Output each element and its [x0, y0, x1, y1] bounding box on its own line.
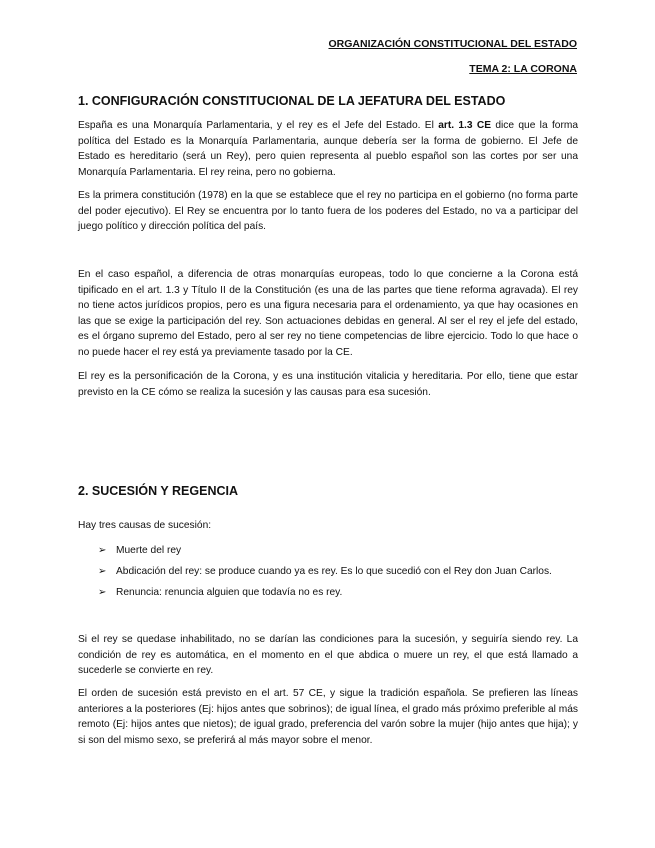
paragraph-text: dice que la forma política del Estado es la Monarquía Parlamentaria, aunque debería ser la forma de gobierno. El Jefe de Estado es hereditario (será un Rey), pero quien representa al pueblo español son las cortes por ser una Monarquía Parlamentaria. El rey reina, pero no gobierna.: [78, 120, 578, 178]
succession-intro: Hay tres causas de sucesión:: [78, 520, 212, 531]
section1-paragraph-3: En el caso español, a diferencia de otras monarquías europeas, todo lo que concierne a la Corona está tipificado en el art. 1.3 y Título II de la Constitución (es una de las partes que tiene reforma agravada). El rey no tiene actos jurídicos propios, pero es una figura necesaria para el ordenamiento, ya que hay ocasiones en las que se exige la participación del rey. Son actuaciones debidas en general. Al ser el rey el jefe del estado, es el órgano supremo del Estado, pero al ser rey no tiene competencias de libre ejercicio. Todo lo que hace o no puede hacer el rey está ya previamente tasado por la CE.: [78, 269, 578, 358]
section1-paragraph-4: El rey es la personificación de la Corona, y es una institución vitalicia y hereditaria. Por ello, tiene que estar previsto en la CE cómo se realiza la sucesión y las causas para esa sucesión.: [78, 371, 578, 398]
list-item-text: Abdicación del rey: se produce cuando ya es rey. Es lo que sucedió con el Rey don Juan Carlos.: [116, 566, 552, 577]
section2-heading: 2. SUCESIÓN Y REGENCIA: [78, 484, 238, 498]
header-subject: ORGANIZACIÓN CONSTITUCIONAL DEL ESTADO: [328, 38, 577, 50]
list-item-text: Renuncia: renuncia alguien que todavía no es rey.: [116, 587, 343, 598]
section1-heading: 1. CONFIGURACIÓN CONSTITUCIONAL DE LA JEFATURA DEL ESTADO: [78, 94, 506, 108]
section2-paragraph-2: El orden de sucesión está previsto en el art. 57 CE, y sigue la tradición española. Se prefieren las líneas anteriores a la posteriores (Ej: hijos antes que sobrinos); de igual línea, el grado más próximo preferible al más remoto (Ej: hijos antes que nietos); de igual grado, preferencia del varón sobre la mujer (hijo antes que hija); y si son del mismo sexo, se preferirá al más mayor sobre el menor.: [78, 688, 579, 746]
arrow-bullet-icon: ➢: [98, 566, 107, 577]
arrow-bullet-icon: ➢: [98, 587, 107, 598]
article-reference: art. 1.3 CE: [438, 120, 492, 131]
paragraph-text: España es una Monarquía Parlamentaria, y el rey es el Jefe del Estado. El: [78, 120, 439, 131]
section1-paragraph-2: Es la primera constitución (1978) en la que se establece que el rey no participa en el gobierno (no forma parte del poder ejecutivo). El Rey se encuentra por lo tanto fuera de los poderes del Estado, no va a participar del juego político y dirección política del país.: [78, 190, 578, 232]
section2-paragraph-1: Si el rey se quedase inhabilitado, no se darían las condiciones para la sucesión, y seguiría siendo rey. La condición de rey es automática, en el momento en el que abdica o muere un rey, el que está llamado a sucederle se convierte en rey.: [78, 634, 578, 676]
section1-paragraph-1: [78, 118, 578, 180]
header-topic: TEMA 2: LA CORONA: [469, 63, 577, 75]
list-item-text: Muerte del rey: [116, 545, 182, 556]
arrow-bullet-icon: ➢: [98, 545, 107, 556]
